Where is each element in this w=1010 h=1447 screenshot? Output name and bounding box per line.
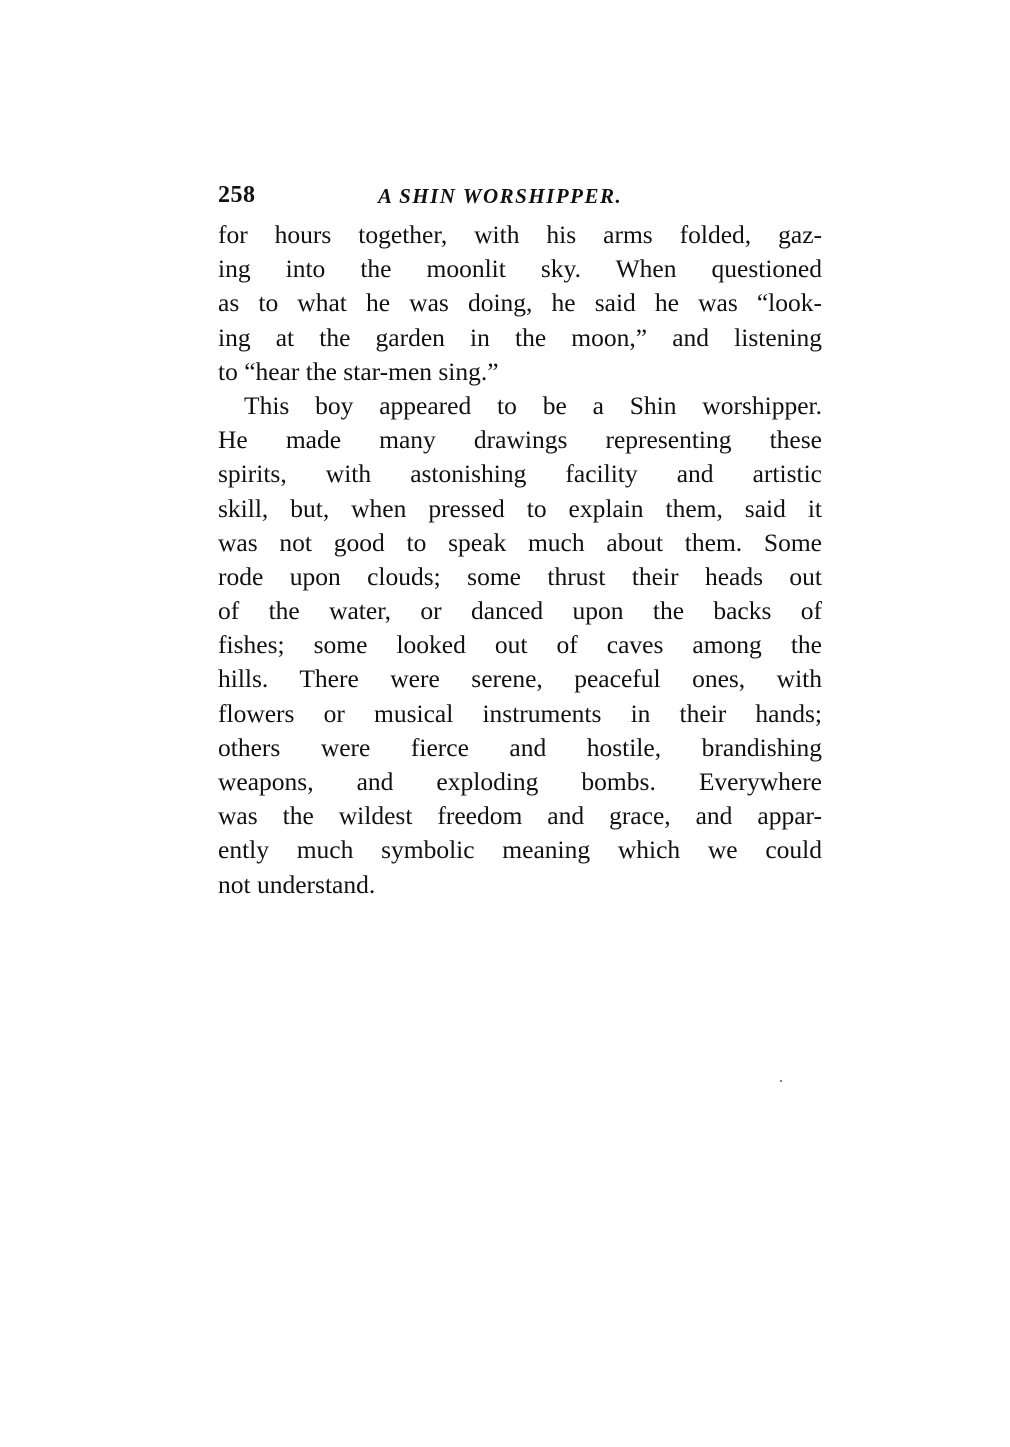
text-line: others were fierce and hostile, brandishing [218,732,822,762]
scan-speck [780,1080,782,1082]
text-line: flowers or musical instruments in their hands; [218,698,822,728]
paragraph-2 [218,389,822,902]
text-line: of the water, or danced upon the backs of [218,596,822,626]
text-line: not understand. [218,869,376,899]
text-line: to “hear the star-men sing.” [218,356,499,386]
text-line: He made many drawings representing these [218,425,822,455]
text-line: ing at the garden in the moon,” and listening [218,322,822,352]
text-line: hills. There were serene, peaceful ones, with [218,664,822,694]
body-text [218,218,822,902]
text-line: for hours together, with his arms folded, gaz- [218,220,822,249]
text-line: weapons, and exploding bombs. Everywhere [218,767,822,796]
text-line: fishes; some looked out of caves among the [218,630,822,660]
page-number: 258 [218,182,256,208]
text-line: was the wildest freedom and grace, and appar- [218,801,822,831]
text-line: rode upon clouds; some thrust their heads out [218,561,822,591]
text-line: ently much symbolic meaning which we could [218,835,822,865]
text-line: was not good to speak much about them. Some [218,527,822,557]
running-title: A SHIN WORSHIPPER. [378,184,623,208]
text-line: skill, but, when pressed to explain them, said it [218,493,822,523]
text-line: This boy appeared to be a Shin worshipper. [244,390,822,420]
running-head [218,180,822,214]
text-line: ing into the moonlit sky. When questioned [218,254,822,284]
text-line: as to what he was doing, he said he was “look- [218,288,822,318]
text-line: spirits, with astonishing facility and artistic [218,459,822,489]
paragraph-1 [218,218,822,389]
